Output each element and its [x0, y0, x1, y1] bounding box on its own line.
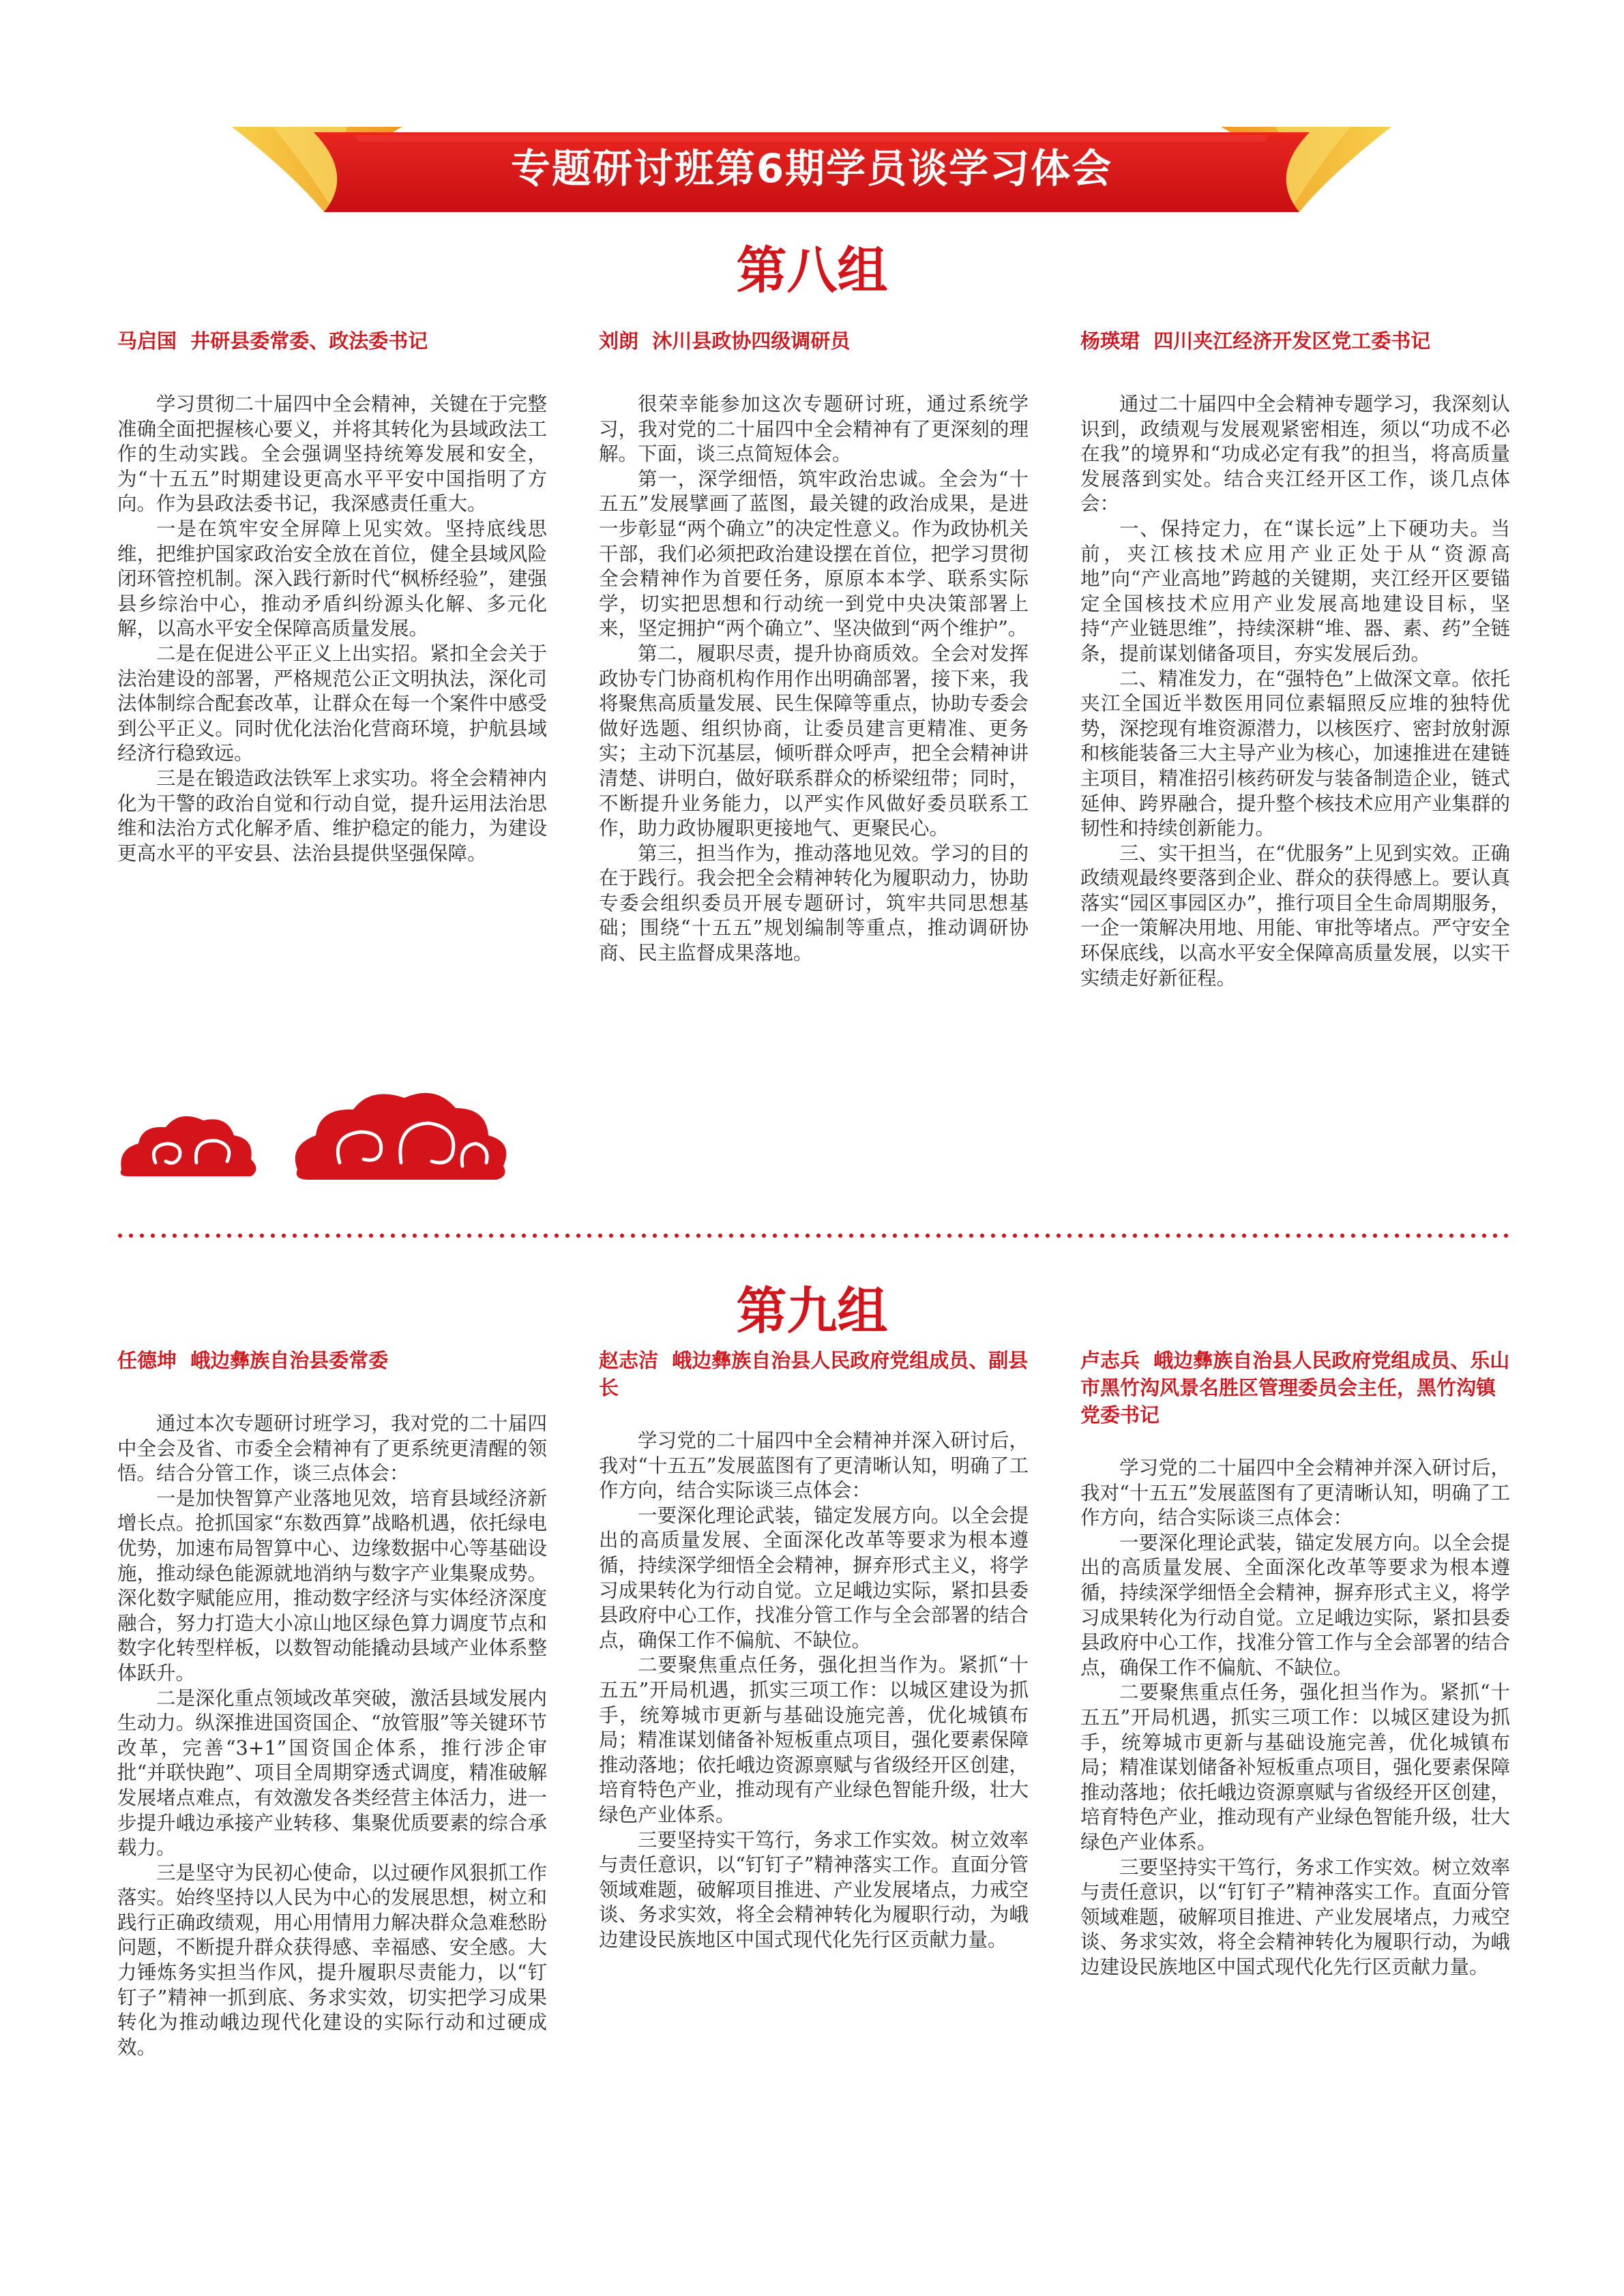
article-body [599, 392, 1029, 966]
author-line: 卢志兵 峨边彝族自治县人民政府党组成员、乐山市黑竹沟风景名胜区管理委员会主任，黑竹沟镇党委书记 [1080, 1349, 1510, 1427]
article-column [599, 1347, 1029, 1952]
article-body [117, 1412, 547, 2060]
article-column [1080, 1347, 1510, 1980]
paragraph: 二要聚焦重点任务，强化担当作为。紧抓“十五五”开局机遇，抓实三项工作：以城区建设为抓手，统筹城市更新与基础设施完善，优化城镇布局；精准谋划储备补短板重点项目，强化要素保障推动落地；依托峨边资源禀赋与省级经开区创建，培育特色产业，推动现有产业绿色智能升级，壮大绿色产业体系。 [599, 1654, 1029, 1826]
article-column [1080, 327, 1510, 991]
banner-title: 专题研讨班第6期学员谈学习体会 [510, 145, 1113, 192]
paragraph: 二、精准发力，在“强特色”上做深文章。依托夹江全国近半数医用同位素辐照反应堆的独特优势，深挖现有堆资源潜力，以核医疗、密封放射源和核能装备三大主导产业为核心，加速推进在建链主项目，精准招引核药研发与装备制造企业，链式延伸、跨界融合，提升整个核技术应用产业集群的韧性和持续创新能力。 [1080, 667, 1510, 840]
author-line: 杨瑛珺 四川夹江经济开发区党工委书记 [1080, 329, 1431, 353]
paragraph: 第三，担当作为，推动落地见效。学习的目的在于践行。我会把全会精神转化为履职动力，协助专委会组织委员开展专题研讨，筑牢共同思想基础；围绕“十五五”规划编制等重点，推动调研协商、民主监督成果落地。 [599, 841, 1029, 965]
paragraph: 三是在锻造政法铁军上求实功。将全会精神内化为干警的政治自觉和行动自觉，提升运用法治思维和法治方式化解矛盾、维护稳定的能力，为建设更高水平的平安县、法治县提供坚强保障。 [117, 766, 547, 865]
auspicious-cloud-icon [115, 1067, 510, 1190]
article-column [599, 327, 1029, 966]
paragraph: 一、保持定力，在“谋长远”上下硬功夫。当前，夹江核技术应用产业正处于从“资源高地”向“产业高地”跨越的关键期，夹江经开区要锚定全国核技术应用产业发展高地建设目标，坚持“产业链思维”，持续深耕“堆、器、素、药”全链条，提前谋划储备项目，夯实发展后劲。 [1080, 517, 1510, 665]
paragraph: 学习党的二十届四中全会精神并深入研讨后，我对“十五五”发展蓝图有了更清晰认知，明确了工作方向，结合实际谈三点体会： [1080, 1457, 1510, 1530]
paragraph: 第二，履职尽责，提升协商质效。全会对发挥政协专门协商机构作用作出明确部署，接下来，我将聚焦高质量发展、民生保障等重点，协助专委会做好选题、组织协商，让委员建言更精准、更务实；主动下沉基层，倾听群众呼声，把全会精神讲清楚、讲明白，做好联系群众的桥梁纽带；同时，不断提升业务能力，以严实作风做好委员联系工作，助力政协履职更接地气、更聚民心。 [599, 642, 1029, 840]
paragraph: 一要深化理论武装，锚定发展方向。以全会提出的高质量发展、全面深化改革等要求为根本遵循，持续深学细悟全会精神，摒弃形式主义，将学习成果转化为行动自觉。立足峨边实际，紧扣县委县政府中心工作，找准分管工作与全会部署的结合点，确保工作不偏航、不缺位。 [1080, 1531, 1510, 1679]
dotted-divider [115, 1233, 1509, 1238]
paragraph: 二是在促进公平正义上出实招。紧扣全会关于法治建设的部署，严格规范公正文明执法，深化司法体制综合配套改革，让群众在每一个案件中感受到公平正义。同时优化法治化营商环境，护航县域经济行稳致远。 [117, 642, 547, 765]
paragraph: 通过二十届四中全会精神专题学习，我深刻认识到，政绩观与发展观紧密相连，须以“功成不必在我”的境界和“功成必定有我”的担当，将高质量发展落到实处。结合夹江经开区工作，谈几点体会： [1080, 393, 1510, 516]
paragraph: 三要坚持实干笃行，务求工作实效。树立效率与责任意识，以“钉钉子”精神落实工作。直面分管领域难题，破解项目推进、产业发展堵点，力戒空谈、务求实效，将全会精神转化为履职行动，为峨边建设民族地区中国式现代化先行区贡献力量。 [599, 1828, 1029, 1951]
paragraph: 学习党的二十届四中全会精神并深入研讨后，我对“十五五”发展蓝图有了更清晰认知，明确了工作方向，结合实际谈三点体会： [599, 1429, 1029, 1502]
article-body [599, 1429, 1029, 1952]
paragraph: 三是坚守为民初心使命，以过硬作风狠抓工作落实。始终坚持以人民为中心的发展思想，树立和践行正确政绩观，用心用情用力解决群众急难愁盼问题，不断提升群众获得感、幸福感、安全感。大力锤炼务实担当作风，提升履职尽责能力，以“钉钉子”精神一抓到底、务求实效，切实把学习成果转化为推动峨边现代化建设的实际行动和过硬成效。 [117, 1861, 547, 2059]
paragraph: 一是在筑牢安全屏障上见实效。坚持底线思维，把维护国家政治安全放在首位，健全县域风险闭环管控机制。深入践行新时代“枫桥经验”，建强县乡综治中心，推动矛盾纠纷源头化解、多元化解，以高水平安全保障高质量发展。 [117, 517, 547, 640]
paragraph: 一是加快智算产业落地见效，培育县域经济新增长点。抢抓国家“东数西算”战略机遇，依托绿电优势，加速布局智算中心、边缘数据中心等基础设施，推动绿色能源就地消纳与数字产业集聚成势。深化数字赋能应用，推动数字经济与实体经济深度融合，努力打造大小凉山地区绿色算力调度节点和数字化转型样板，以数智动能撬动县域产业体系整体跃升。 [117, 1487, 547, 1684]
paragraph: 一要深化理论武装，锚定发展方向。以全会提出的高质量发展、全面深化改革等要求为根本遵循，持续深学细悟全会精神，摒弃形式主义，将学习成果转化为行动自觉。立足峨边实际，紧扣县委县政府中心工作，找准分管工作与全会部署的结合点，确保工作不偏航、不缺位。 [599, 1504, 1029, 1652]
paragraph: 三、实干担当，在“优服务”上见到实效。正确政绩观最终要落到企业、群众的获得感上。要认真落实“园区事园区办”，推行项目全生命周期服务，一企一策解决用地、用能、审批等堵点。严守安全环保底线，以高水平安全保障高质量发展，以实干实绩走好新征程。 [1080, 841, 1510, 989]
paragraph: 三要坚持实干笃行，务求工作实效。树立效率与责任意识，以“钉钉子”精神落实工作。直面分管领域难题，破解项目推进、产业发展堵点，力戒空谈、务求实效，将全会精神转化为履职行动，为峨边建设民族地区中国式现代化先行区贡献力量。 [1080, 1855, 1510, 1978]
author-line: 赵志洁 峨边彝族自治县人民政府党组成员、副县长 [599, 1349, 1029, 1399]
article-body [1080, 1456, 1510, 1980]
paragraph: 很荣幸能参加这次专题研讨班，通过系统学习，我对党的二十届四中全会精神有了更深刻的理解。下面，谈三点简短体会。 [599, 393, 1029, 466]
title-banner [232, 127, 1391, 215]
author-line: 马启国 井研县委常委、政法委书记 [117, 329, 428, 353]
author-line: 刘朗 沐川县政协四级调研员 [599, 329, 851, 353]
group-8-title: 第八组 [736, 241, 888, 300]
group-9-title: 第九组 [736, 1282, 888, 1341]
article-column [117, 1347, 547, 2060]
article-column [117, 327, 547, 866]
paragraph: 二要聚焦重点任务，强化担当作为。紧抓“十五五”开局机遇，抓实三项工作：以城区建设为抓手，统筹城市更新与基础设施完善，优化城镇布局；精准谋划储备补短板重点项目，强化要素保障推动落地；依托峨边资源禀赋与省级经开区创建，培育特色产业，推动现有产业绿色智能升级，壮大绿色产业体系。 [1080, 1681, 1510, 1853]
paragraph: 通过本次专题研讨班学习，我对党的二十届四中全会及省、市委全会精神有了更系统更清醒的领悟。结合分管工作，谈三点体会： [117, 1412, 547, 1485]
author-line: 任德坤 峨边彝族自治县委常委 [117, 1349, 389, 1372]
paragraph: 学习贯彻二十届四中全会精神，关键在于完整准确全面把握核心要义，并将其转化为县域政法工作的生动实践。全会强调坚持统筹发展和安全，为“十五五”时期建设更高水平平安中国指明了方向。作为县政法委书记，我深感责任重大。 [117, 393, 547, 516]
article-body [1080, 392, 1510, 991]
article-body [117, 392, 547, 866]
paragraph: 二是深化重点领域改革突破，激活县域发展内生动力。纵深推进国资国企、“放管服”等关键环节改革，完善“3+1”国资国企体系，推行涉企审批“并联快跑”、项目全周期穿透式调度，精准破解发展堵点难点，有效激发各类经营主体活力，进一步提升峨边承接产业转移、集聚优质要素的综合承载力。 [117, 1686, 547, 1860]
paragraph: 第一，深学细悟，筑牢政治忠诚。全会为“十五五”发展擘画了蓝图，最关键的政治成果，是进一步彰显“两个确立”的决定性意义。作为政协机关干部，我们必须把政治建设摆在首位，把学习贯彻全会精神作为首要任务，原原本本学、联系实际学，切实把思想和行动统一到党中央决策部署上来，坚定拥护“两个确立”、坚决做到“两个维护”。 [599, 467, 1029, 640]
